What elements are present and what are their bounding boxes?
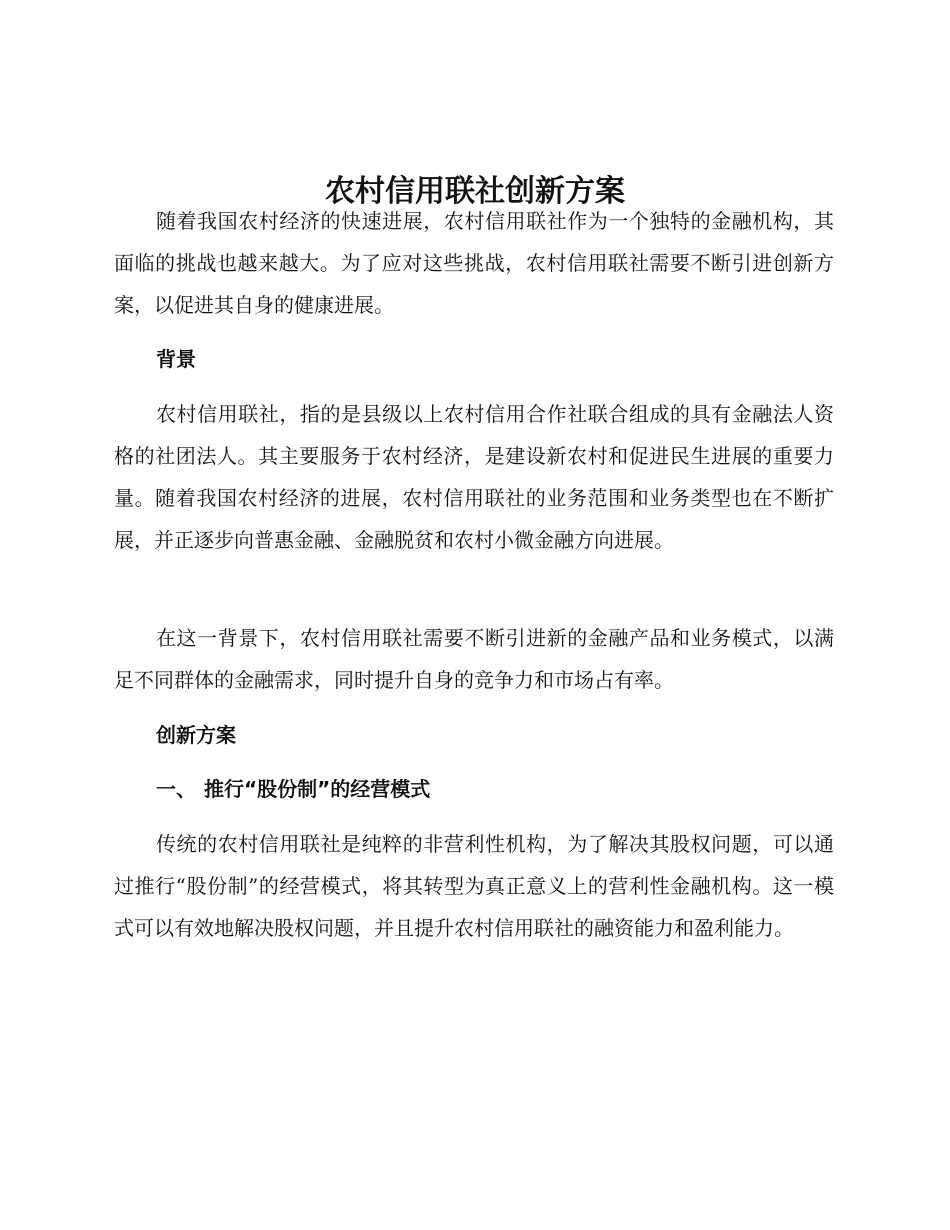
intro-paragraph: 随着我国农村经济的快速进展，农村信用联社作为一个独特的金融机构，其面临的挑战也越来越大。为了应对这些挑战，农村信用联社需要不断引进创新方案，以促进其自身的健康进展。 — [114, 209, 834, 317]
document-title: 农村信用联社创新方案 — [325, 174, 625, 210]
subsection-heading-1 — [156, 768, 430, 810]
section-heading-innovation: 创新方案 — [156, 723, 236, 747]
subsection-number: 一、 — [156, 777, 196, 801]
subsection-title: 推行“股份制”的经营模式 — [204, 777, 431, 801]
background-paragraph-2: 在这一背景下，农村信用联社需要不断引进新的金融产品和业务模式，以满足不同群体的金融需求，同时提升自身的竞争力和市场占有率。 — [114, 626, 834, 692]
background-paragraph-1: 农村信用联社，指的是县级以上农村信用合作社联合组成的具有金融法人资格的社团法人。其主要服务于农村经济，是建设新农村和促进民生进展的重要力量。随着我国农村经济的进展，农村信用联社的业务范围和业务类型也在不断扩展，并正逐步向普惠金融、金融脱贫和农村小微金融方向进展。 — [114, 402, 834, 552]
section-heading-background: 背景 — [156, 347, 196, 371]
innovation-paragraph-1: 传统的农村信用联社是纯粹的非营利性机构，为了解决其股权问题，可以通过推行“股份制”的经营模式，将其转型为真正意义上的营利性金融机构。这一模式可以有效地解决股权问题，并且提升农村信用联社的融资能力和盈利能力。 — [114, 832, 834, 940]
